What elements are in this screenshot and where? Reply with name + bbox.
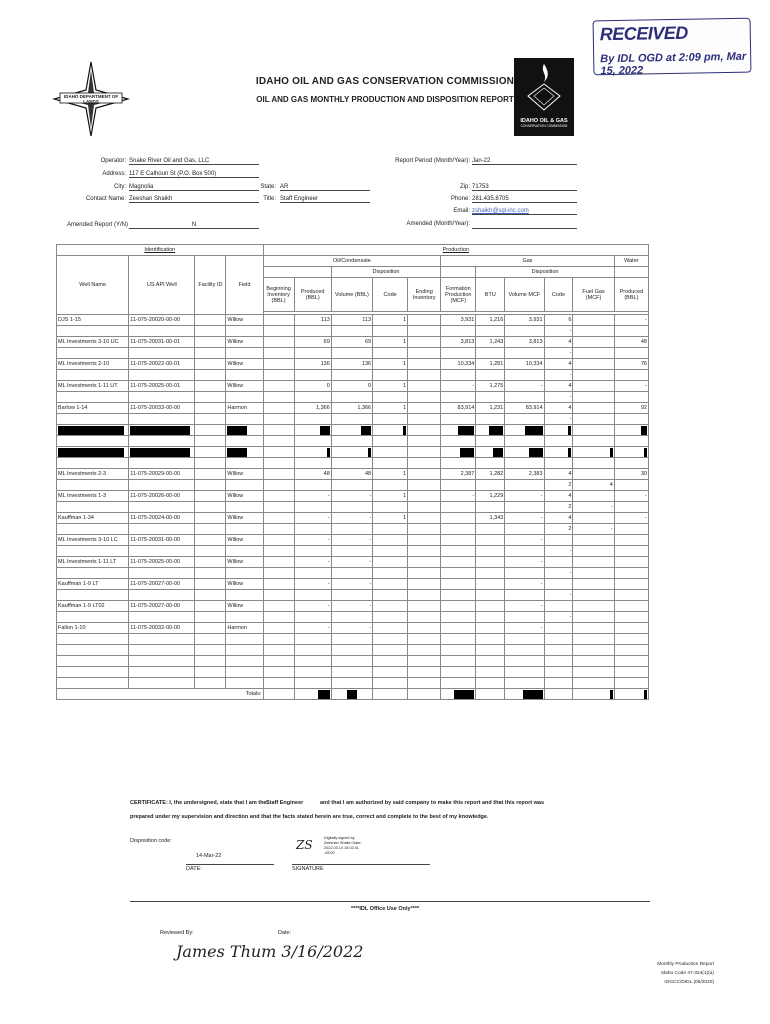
redacted-total: [347, 690, 357, 699]
cell-prod: -: [294, 601, 331, 612]
cell-api: 11-075-20027-00-00: [129, 579, 195, 590]
table-row: [57, 601, 649, 612]
page-subtitle: OIL AND GAS MONTHLY PRODUCTION AND DISPOSITION REPORT: [256, 95, 514, 104]
phone-label: Phone:: [450, 196, 470, 202]
signature-label: SIGNATURE: [292, 866, 324, 872]
table-row: [57, 359, 649, 370]
col-formation-production: Formation Production (MCF): [441, 278, 476, 312]
redacted-cell: [568, 448, 571, 457]
spacer-row: [57, 458, 649, 469]
cell-sub-code: -: [544, 612, 573, 623]
cell-form: 2,387: [441, 469, 476, 480]
cell-form: [441, 535, 476, 546]
city-label: City:: [114, 184, 126, 190]
cell-btu: [476, 535, 505, 546]
cell-btu: 1,231: [476, 403, 505, 414]
cell-gcode: [544, 557, 573, 568]
empty-row: [57, 667, 649, 678]
date-line: [186, 864, 274, 865]
reviewer-signature: James Thum 3/16/2022: [176, 942, 364, 961]
cell-well: ML Investments 1-3: [57, 491, 129, 502]
amended-label: Amended Report (Y/N): [66, 222, 128, 228]
form-footer: [600, 960, 714, 987]
cell-code: 1: [373, 315, 408, 326]
city-value: Magnolia: [129, 184, 259, 191]
cell-field: Willow: [226, 469, 263, 480]
cell-prod: -: [294, 557, 331, 568]
cell-sub-fuel: -: [573, 524, 614, 535]
office-date-label: Date:: [278, 930, 292, 936]
cell-vmcf: 10,334: [505, 359, 544, 370]
gas-header: Gas: [441, 256, 615, 267]
cell-well: Barlow 1-14: [57, 403, 129, 414]
cell-well: ML Investments 1-11 LT: [57, 557, 129, 568]
phone-value: 281.435.8705: [472, 196, 577, 203]
redacted-cell: [327, 448, 330, 457]
cell-form: 10,334: [441, 359, 476, 370]
cell-form: 83,914: [441, 403, 476, 414]
period-label: Report Period (Month/Year):: [395, 158, 470, 164]
office-divider: [130, 901, 650, 902]
cell-sub-fuel: -: [573, 502, 614, 513]
empty-row: [57, 678, 649, 689]
table-row: [57, 337, 649, 348]
cell-vol: 69: [331, 337, 372, 348]
reviewed-by-label: Reviewed By:: [160, 930, 194, 936]
cell-prod: 113: [294, 315, 331, 326]
redacted-cell: [320, 426, 330, 435]
cell-water: 30: [614, 469, 648, 480]
sub-row: [57, 502, 649, 513]
title-value: Staff Engineer: [280, 196, 370, 203]
redacted-cell: [525, 426, 543, 435]
idl-logo-text: IDAHO DEPARTMENT OF LANDS: [63, 94, 119, 104]
table-row: [57, 579, 649, 590]
spacer-row: [57, 436, 649, 447]
cell-code: [373, 579, 408, 590]
cell-water: -: [614, 491, 648, 502]
sub-row: [57, 370, 649, 381]
cell-field: Willow: [226, 601, 263, 612]
cell-btu: 1,282: [476, 469, 505, 480]
cell-btu: [476, 579, 505, 590]
cell-gcode: 6: [544, 315, 573, 326]
cell-code: 1: [373, 359, 408, 370]
cell-gcode: 4: [544, 359, 573, 370]
table-row: [57, 491, 649, 502]
cell-vmcf: -: [505, 535, 544, 546]
date-label: DATE:: [186, 866, 202, 872]
cell-field: Willow: [226, 381, 263, 392]
cell-water: [614, 601, 648, 612]
redacted-cell: [361, 426, 371, 435]
cell-water: [614, 623, 648, 634]
cell-water: 76: [614, 359, 648, 370]
cell-api: 11-075-20024-00-00: [129, 513, 195, 524]
stamp-by: By IDL OGD at 2:09 pm, Mar 15, 2022: [600, 50, 747, 78]
cell-gcode: [544, 579, 573, 590]
cert-line2: prepared under my supervision and direction and that the facts stated herein are true, correct and complete to the best of my knowledge.: [130, 814, 489, 820]
cell-field: Willow: [226, 579, 263, 590]
redacted-cell: [58, 426, 124, 435]
empty-row: [57, 656, 649, 667]
cell-api: 11-075-20026-00-00: [129, 491, 195, 502]
cell-btu: 1,243: [476, 337, 505, 348]
cell-gcode: 4: [544, 513, 573, 524]
cell-gcode: 4: [544, 403, 573, 414]
cell-sub-code: 2: [544, 480, 573, 491]
sub-row: [57, 546, 649, 557]
cell-api: 11-075-20031-00-00: [129, 535, 195, 546]
cell-form: [441, 623, 476, 634]
redacted-total: [318, 690, 330, 699]
cell-sub-code: -: [544, 414, 573, 425]
table-row: [57, 557, 649, 568]
cert-line1c: and that I am authorized by said company to make this report and that this report was: [320, 800, 545, 806]
redacted-cell: [130, 448, 190, 457]
amended-value: N: [129, 222, 259, 229]
cell-vmcf: -: [505, 557, 544, 568]
email-label: Email:: [453, 208, 470, 214]
flame-diamond-icon: [514, 58, 574, 113]
cell-gcode: 4: [544, 491, 573, 502]
cell-form: 3,931: [441, 315, 476, 326]
cell-prod: -: [294, 491, 331, 502]
cell-well: ML Investments 1-11 UT: [57, 381, 129, 392]
cell-vol: -: [331, 579, 372, 590]
cell-vol: 1,366: [331, 403, 372, 414]
cell-code: [373, 535, 408, 546]
cell-well: ML Investments 2-3: [57, 469, 129, 480]
cell-vmcf: 3,813: [505, 337, 544, 348]
cell-sub-code: -: [544, 546, 573, 557]
col-ending-inventory: Ending Inventory: [408, 278, 441, 312]
table-row: [57, 381, 649, 392]
totals-label: Totals:: [57, 689, 264, 700]
cell-vol: -: [331, 535, 372, 546]
cell-water: [614, 557, 648, 568]
cell-vmcf: 3,931: [505, 315, 544, 326]
email-link[interactable]: zshaikh@sgl-inc.com: [472, 208, 577, 215]
cell-code: 1: [373, 381, 408, 392]
cell-gcode: 4: [544, 469, 573, 480]
sub-row: [57, 590, 649, 601]
col-volume-mcf: Volume MCF: [505, 278, 544, 312]
cell-prod: 48: [294, 469, 331, 480]
cell-vol: 48: [331, 469, 372, 480]
redacted-row: [57, 425, 649, 436]
oil-header: Oil/Condensate: [263, 256, 441, 267]
col-begin-inventory: Beginning Inventory (BBL): [263, 278, 294, 312]
cell-api: 11-075-20022-00-01: [129, 359, 195, 370]
cell-btu: 1,343: [476, 513, 505, 524]
cell-btu: 1,275: [476, 381, 505, 392]
sub-row: [57, 634, 649, 645]
redacted-cell: [493, 448, 503, 457]
cell-vmcf: -: [505, 623, 544, 634]
cell-code: 1: [373, 403, 408, 414]
redacted-cell: [403, 426, 406, 435]
table-row: [57, 623, 649, 634]
cell-gcode: [544, 601, 573, 612]
redacted-total: [610, 690, 613, 699]
col-water-produced: Produced (BBL): [614, 278, 648, 312]
iogcc-logo-bottom: CONSERVATION COMMISSION: [520, 124, 568, 128]
digital-signature-text: Digitally signed by Zeeshan Shaikh Date: 2022.03.14 15:02:41 -05'00': [324, 836, 362, 855]
address-value: 117 E Calhoun St (P.O. Box 500): [129, 171, 259, 178]
cell-prod: -: [294, 623, 331, 634]
cell-field: Harmon: [226, 623, 263, 634]
identification-header: Identification: [57, 245, 264, 256]
title-label: Title:: [263, 196, 276, 202]
cell-gcode: 4: [544, 337, 573, 348]
digital-signature: ZS: [296, 838, 313, 852]
cell-sub-code: -: [544, 568, 573, 579]
col-produced-bbl: Produced (BBL): [294, 278, 331, 312]
redacted-cell: [227, 426, 247, 435]
cell-field: Harmon: [226, 403, 263, 414]
cell-api: 11-075-20020-00-00: [129, 315, 195, 326]
cell-btu: [476, 601, 505, 612]
redacted-cell: [610, 448, 613, 457]
amended-month-label: Amended (Month/Year):: [406, 221, 470, 227]
col-field: Field: [226, 256, 263, 315]
cell-water: -: [614, 381, 648, 392]
cell-field: Willow: [226, 359, 263, 370]
cell-vol: -: [331, 601, 372, 612]
redacted-cell: [130, 426, 190, 435]
iogcc-logo: [514, 58, 574, 136]
cell-vmcf: 2,383: [505, 469, 544, 480]
cell-water: -: [614, 315, 648, 326]
disposition-code-label: Disposition code:: [130, 838, 172, 844]
cell-field: Willow: [226, 557, 263, 568]
empty-row: [57, 645, 649, 656]
cell-sub-code: 2: [544, 524, 573, 535]
period-value: Jan-22: [472, 158, 577, 165]
cell-api: 11-075-20031-00-01: [129, 337, 195, 348]
footer-line3: IOGCC/DIDL (05/2020): [664, 980, 714, 985]
redacted-cell: [458, 426, 474, 435]
cell-prod: -: [294, 513, 331, 524]
cell-api: 11-075-20025-00-01: [129, 381, 195, 392]
production-table: [56, 244, 649, 700]
cert-date: 14-Mar-22: [196, 853, 222, 859]
footer-line2: Idaho Code 47-324(1)(a): [661, 971, 714, 976]
cell-water: 48: [614, 337, 648, 348]
cell-well: Fallon 1-10: [57, 623, 129, 634]
col-well-name: Well Name: [57, 256, 129, 315]
cell-well: Kauffman 1-9 LT02: [57, 601, 129, 612]
cell-prod: -: [294, 579, 331, 590]
cell-btu: 1,281: [476, 359, 505, 370]
cell-vmcf: -: [505, 513, 544, 524]
cell-form: [441, 557, 476, 568]
table-row: [57, 469, 649, 480]
cell-water: [614, 535, 648, 546]
redacted-cell: [227, 448, 247, 457]
cell-field: Willow: [226, 315, 263, 326]
cell-code: 1: [373, 337, 408, 348]
sub-row: [57, 392, 649, 403]
iogcc-logo-top: IDAHO OIL & GAS: [520, 118, 568, 124]
cell-prod: -: [294, 535, 331, 546]
gas-disposition-header: Disposition: [476, 267, 614, 278]
cell-vol: -: [331, 623, 372, 634]
col-fuel-gas: Fuel Gas (MCF): [573, 278, 614, 312]
cell-well: ML Investments 3-10 UC: [57, 337, 129, 348]
office-use-title: ****IDL Office Use Only****: [350, 906, 420, 912]
cell-api: 11-075-20025-00-00: [129, 557, 195, 568]
sub-row: [57, 524, 649, 535]
redacted-cell: [641, 426, 647, 435]
col-us-api: US API Well: [129, 256, 195, 315]
cell-btu: 1,216: [476, 315, 505, 326]
cell-api: 11-075-20032-00-00: [129, 623, 195, 634]
redacted-total: [644, 690, 647, 699]
cell-sub-fuel: 4: [573, 480, 614, 491]
col-code: Code: [373, 278, 408, 312]
cell-form: 3,813: [441, 337, 476, 348]
cell-btu: [476, 623, 505, 634]
cell-code: [373, 601, 408, 612]
table-row: [57, 535, 649, 546]
cell-sub-code: 2: [544, 502, 573, 513]
cell-water: 92: [614, 403, 648, 414]
cell-water: -: [614, 513, 648, 524]
col-btu: BTU: [476, 278, 505, 312]
redacted-cell: [460, 448, 474, 457]
cell-sub-code: -: [544, 392, 573, 403]
redacted-cell: [489, 426, 503, 435]
cell-field: Willow: [226, 337, 263, 348]
cell-sub-code: -: [544, 326, 573, 337]
cell-btu: [476, 557, 505, 568]
zip-label: Zip:: [459, 184, 470, 190]
cell-vol: 136: [331, 359, 372, 370]
sub-row: [57, 480, 649, 491]
stamp-received: RECEIVED: [599, 22, 688, 45]
sub-row: [57, 348, 649, 359]
cell-sub-code: -: [544, 370, 573, 381]
cell-gcode: 4: [544, 381, 573, 392]
operator-label: Operator:: [100, 158, 126, 164]
cell-well: ML Investments 2-10: [57, 359, 129, 370]
cell-code: 1: [373, 491, 408, 502]
cell-api: 11-075-20027-00-00: [129, 601, 195, 612]
cell-prod: 1,366: [294, 403, 331, 414]
col-gas-code: Code: [544, 278, 573, 312]
redacted-cell: [58, 448, 124, 457]
cell-vol: 113: [331, 315, 372, 326]
cell-well: Kauffman 1-34: [57, 513, 129, 524]
cell-form: [441, 513, 476, 524]
page-title: IDAHO OIL AND GAS CONSERVATION COMMISSION: [255, 76, 515, 87]
cell-vol: -: [331, 513, 372, 524]
cell-water: [614, 579, 648, 590]
table-row: [57, 403, 649, 414]
oil-disposition-header: Disposition: [331, 267, 440, 278]
cell-form: -: [441, 491, 476, 502]
cell-api: 11-075-20029-00-00: [129, 469, 195, 480]
cell-well: ML Investments 3-10 LC: [57, 535, 129, 546]
cell-code: 1: [373, 469, 408, 480]
table-row: [57, 315, 649, 326]
signature-line: [292, 864, 430, 865]
cell-vmcf: -: [505, 381, 544, 392]
footer-line1: Monthly Production Report: [657, 962, 714, 967]
sub-row: [57, 414, 649, 425]
col-volume-bbl: Volume (BBL): [331, 278, 372, 312]
cell-sub-code: -: [544, 348, 573, 359]
table-row: [57, 513, 649, 524]
cell-prod: 136: [294, 359, 331, 370]
sub-row: [57, 568, 649, 579]
amended-month-value: [472, 221, 577, 229]
contact-value: Zeeshan Shaikh: [129, 196, 259, 203]
cell-sub-code: -: [544, 590, 573, 601]
sub-row: [57, 326, 649, 337]
redacted-row: [57, 447, 649, 458]
cell-gcode: [544, 535, 573, 546]
state-label: State:: [260, 184, 276, 190]
cell-vol: -: [331, 557, 372, 568]
redacted-cell: [568, 426, 571, 435]
cell-form: [441, 579, 476, 590]
address-label: Address:: [102, 171, 126, 177]
contact-label: Contact Name:: [85, 196, 126, 202]
redacted-total: [523, 690, 543, 699]
state-value: AR: [280, 184, 370, 191]
cell-well: Kauffman 1-9 LT: [57, 579, 129, 590]
redacted-cell: [644, 448, 647, 457]
production-header: Production: [263, 245, 648, 256]
cert-line1a: CERTIFICATE: I, the undersigned, state that I am the:: [130, 800, 269, 806]
cell-vol: -: [331, 491, 372, 502]
operator-value: Snake River Oil and Gas, LLC: [129, 158, 259, 165]
cert-line1b: Staff Engineer: [266, 800, 304, 806]
cell-vmcf: 83,914: [505, 403, 544, 414]
cell-code: 1: [373, 513, 408, 524]
cell-form: -: [441, 381, 476, 392]
cell-field: Willow: [226, 535, 263, 546]
cell-btu: 1,229: [476, 491, 505, 502]
received-stamp: [593, 18, 752, 76]
cell-code: [373, 557, 408, 568]
cell-prod: 69: [294, 337, 331, 348]
redacted-cell: [529, 448, 543, 457]
water-header: Water: [614, 256, 648, 267]
cell-vol: 0: [331, 381, 372, 392]
cell-vmcf: -: [505, 601, 544, 612]
cell-field: Willow: [226, 513, 263, 524]
cell-well: DJS 1-15: [57, 315, 129, 326]
redacted-cell: [368, 448, 371, 457]
cell-form: [441, 601, 476, 612]
sub-row: [57, 612, 649, 623]
col-facility: Facility ID: [195, 256, 226, 315]
redacted-total: [454, 690, 474, 699]
cell-code: [373, 623, 408, 634]
cell-vmcf: -: [505, 579, 544, 590]
cell-vmcf: -: [505, 491, 544, 502]
cell-prod: 0: [294, 381, 331, 392]
cell-api: 11-075-20033-00-00: [129, 403, 195, 414]
zip-value: 71753: [472, 184, 577, 191]
cell-gcode: [544, 623, 573, 634]
cell-field: Willow: [226, 491, 263, 502]
